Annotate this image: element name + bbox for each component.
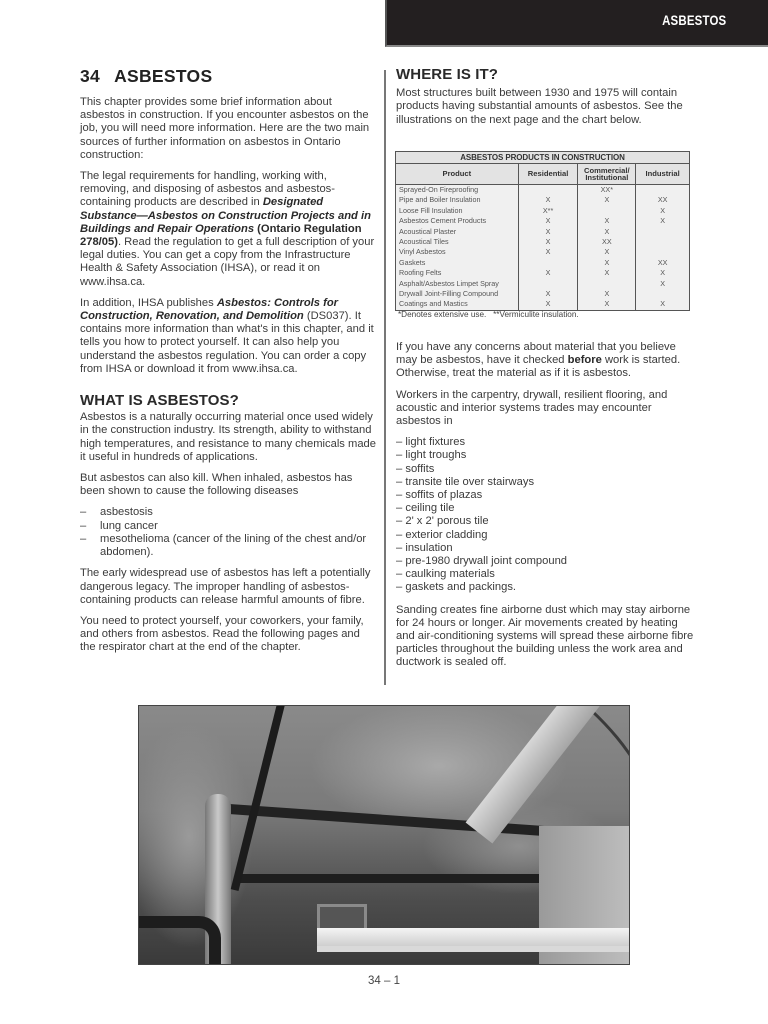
cell: X [518,247,578,257]
table-footnote: *Denotes extensive use. **Vermiculite insulation. [398,310,579,319]
cell [636,185,690,196]
cell: Gaskets [396,258,519,268]
page-number: 34 – 1 [368,975,400,987]
table-row [396,268,690,278]
location-list [396,436,696,594]
legal-text-after: . Read the regulation to get a full description of your legal duties. You can get a copy from the Infrastructure Health & Safety Association (IHSA), or read it on www.ihsa.ca. [80,236,375,288]
list-item: – 2' x 2' porous tile [396,515,696,528]
right-column-bottom [396,341,696,678]
cell: X [578,258,636,268]
chapter-number: 34 [80,66,101,86]
ihsa-text-before: In addition, IHSA publishes [80,296,217,309]
list-item: – transite tile over stairways [396,476,696,489]
cell [518,258,578,268]
cell: X [518,237,578,247]
list-item: – light fixtures [396,436,696,449]
list-item: – asbestosis [80,506,376,519]
list-item: – mesothelioma (cancer of the lining of the chest and/or abdomen). [80,533,376,559]
what-is-p1: Asbestos is a naturally occurring material once used widely in the construction industry. Its strength, ability to withstand high temperatures, and resistance to many chemicals made it useful in hundreds of applications. [80,411,376,463]
cell: Roofing Felts [396,268,519,278]
table-row [396,289,690,299]
cell: Loose Fill Insulation [396,206,519,216]
list-item: – ceiling tile [396,502,696,515]
cell: Asbestos Cement Products [396,216,519,226]
cell: XX [578,237,636,247]
cell: X [578,247,636,257]
cell: X [660,278,666,288]
legal-paragraph [80,170,376,289]
cell: Acoustical Tiles [396,237,519,247]
regulation-title: Designated Substance—Asbestos on Construction Projects and in Buildings and Repair Operations [80,196,371,235]
table-row [396,206,690,216]
cell [578,279,636,289]
cell [636,237,690,247]
table-row [396,185,690,196]
left-column [80,96,376,663]
column-header: Residential [518,164,578,185]
cell: X [518,268,578,278]
cell [518,279,578,289]
cell [518,185,578,196]
cell: Sprayed-On Fireproofing [396,185,519,196]
column-header: Commercial/ Institutional [578,164,636,185]
list-item: – lung cancer [80,520,376,533]
list-item: – soffits of plazas [396,489,696,502]
cell [636,227,690,237]
intro-paragraph: This chapter provides some brief information about asbestos in construction. If you encounter asbestos on the job, you will need more information. Here are the two main sources of further information on asbestos in Ontario construction: [80,96,370,161]
where-p3: Workers in the carpentry, drywall, resilient flooring, and acoustic and interior systems trades may encounter asbestos in [396,388,668,428]
table-row [396,216,690,226]
list-item: – light troughs [396,449,696,462]
p2-text-after: work is started. Otherwise, treat the material as if it is asbestos. [396,354,681,380]
list-item: – pre-1980 drywall joint compound [396,555,696,568]
table-row [396,279,690,289]
cell: X [578,299,636,310]
cell: X [578,216,636,226]
table-row [396,227,690,237]
list-item: – caulking materials [396,568,696,581]
what-is-p2: But asbestos can also kill. When inhaled, asbestos has been shown to cause the following diseases [80,472,353,498]
where-p4: Sanding creates fine airborne dust which may stay airborne for 24 hours or longer. Air movements created by heating and air-conditioning systems will spread these airborne fibre particles throughout the building unless the work area and ductwork is sealed off. [396,603,694,669]
list-item: – soffits [396,463,696,476]
cell: Drywall Joint-Filling Compound [396,289,519,299]
cell: Coatings and Mastics [396,299,519,310]
table-row [396,195,690,205]
asbestos-products-table [395,151,690,311]
cell: X [660,268,666,278]
list-item: – gaskets and packings. [396,581,696,594]
column-header: Industrial [636,164,690,185]
what-is-p3: The early widespread use of asbestos has left a potentially dangerous legacy. The improper handling of asbestos-containing products can release harmful amounts of fibre. [80,567,371,606]
cell: XX* [578,185,636,196]
cell: X [578,227,636,237]
publication-title: Asbestos: Controls for Construction, Renovation, and Demolition [80,296,339,323]
emphasis-before: before [567,354,602,367]
cell: X [518,195,578,205]
cell: Pipe and Boiler Insulation [396,195,519,205]
cell [636,289,690,299]
ihsa-text-after: (DS037). It contains more information than what's in this chapter, and it tells you how to protect yourself. It can also help you understand the asbestos regulation. You can order a copy from IHSA or download it from www.ihsa.ca. [80,310,374,375]
light-fixture-lip [317,946,629,952]
column-divider [384,70,386,685]
what-is-asbestos-heading: WHAT IS ASBESTOS? [80,392,239,410]
what-is-p4: You need to protect yourself, your coworkers, your family, and others from asbestos. Read the following pages and the respirator chart at the end of the chapter. [80,614,364,654]
table-row [396,247,690,257]
asbestos-fireproofing-photo [138,705,630,965]
cell: X [660,299,666,309]
cell: X [660,205,666,215]
chapter-name: ASBESTOS [114,66,213,86]
cell: X [578,289,636,299]
cell: X [518,216,578,226]
cell [578,206,636,216]
cell: X [660,216,666,226]
where-p2 [396,341,696,381]
section-tab-label: ASBESTOS [661,12,726,28]
cell: X [518,227,578,237]
regulation-ref: (Ontario Regulation 278/05) [80,222,362,249]
cell: XX [657,195,668,205]
cell [636,247,690,257]
p2-text-before: If you have any concerns about material that you believe may be asbestos, have it checked [396,341,676,367]
cell: X** [518,206,578,216]
cell: X [578,195,636,205]
cell: X [518,299,578,310]
table-row [396,299,690,310]
chapter-title [80,66,212,87]
where-p1: Most structures built between 1930 and 1975 will contain products having substantial amounts of asbestos. See the illustrations on the next page and the chart below. [396,87,683,126]
table-row [396,258,690,268]
list-item: – insulation [396,542,696,555]
section-header-bar [385,0,768,47]
cell: X [578,268,636,278]
table-title: ASBESTOS PRODUCTS IN CONSTRUCTION [396,152,690,164]
ihsa-paragraph [80,297,376,376]
cell: XX [657,257,668,267]
cell: Vinyl Asbestos [396,247,519,257]
right-column-top [396,68,696,135]
where-is-it-heading: WHERE IS IT? [396,66,499,83]
list-item: – exterior cladding [396,529,696,542]
dark-pipe [139,916,221,965]
legal-text-before: The legal requirements for handling, working with, removing, and disposing of asbestos and asbestos-containing products are described in [80,170,335,209]
table-row [396,237,690,247]
cell: Asphalt/Asbestos Limpet Spray [396,279,519,289]
disease-list [80,506,376,559]
column-header: Product [396,164,519,185]
cell: Acoustical Plaster [396,227,519,237]
cell: X [518,289,578,299]
